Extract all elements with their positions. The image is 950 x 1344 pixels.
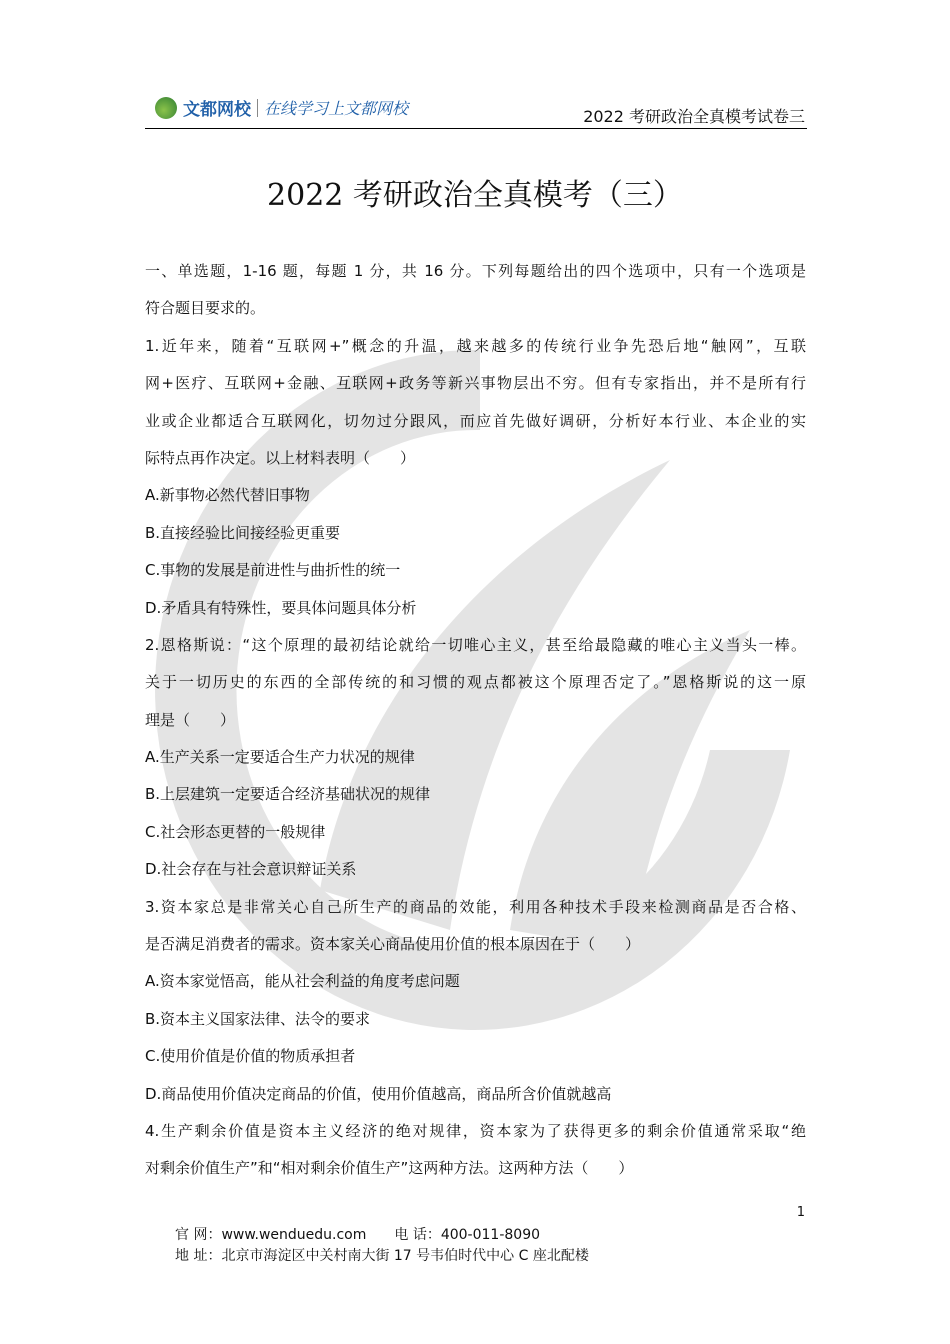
header-doc-title: 2022 考研政治全真模考试卷三: [583, 107, 805, 126]
page-title: 2022 考研政治全真模考（三）: [267, 178, 683, 213]
logo-leaf-icon: [155, 97, 177, 119]
brand-name: 文都网校: [183, 100, 251, 120]
option-line: C.使用价值是价值的物质承担者: [145, 1047, 356, 1066]
question-line: 理是（ ）: [145, 710, 236, 729]
page-number: 1: [796, 1205, 805, 1220]
question-line: 网+医疗、互联网+金融、互联网+政务等新兴事物层出不穷。但有专家指出，并不是所有行: [145, 374, 806, 393]
option-line: B.资本主义国家法律、法令的要求: [145, 1009, 371, 1028]
question-line: 4.生产剩余价值是资本主义经济的绝对规律，资本家为了获得更多的剩余价值通常采取“绝: [145, 1121, 806, 1140]
option-line: B.上层建筑一定要适合经济基础状况的规律: [145, 785, 431, 804]
document-body: [145, 259, 806, 1194]
option-line: A.新事物必然代替旧事物: [145, 486, 310, 505]
footer-website: 官 网：www.wenduedu.com: [175, 1227, 367, 1243]
question-line: 1.近年来，随着“互联网+”概念的升温，越来越多的传统行业争先恐后地“触网”，互联: [145, 336, 806, 355]
option-line: A.生产关系一定要适合生产力状况的规律: [145, 748, 415, 767]
option-line: C.社会形态更替的一般规律: [145, 822, 326, 841]
footer: [175, 1225, 589, 1267]
option-line: D.矛盾具有特殊性，要具体问题具体分析: [145, 598, 417, 617]
question-line: 关于一切历史的东西的全部传统的和习惯的观点都被这个原理否定了。”恩格斯说的这一原: [145, 673, 806, 692]
question-line: 业或企业都适合互联网化，切勿过分跟风，而应首先做好调研，分析好本行业、本企业的实: [145, 411, 806, 430]
header-rule: [145, 128, 807, 129]
text-line: 符合题目要求的。: [145, 299, 266, 318]
footer-address: 地 址：北京市海淀区中关村南大街 17 号韦伯时代中心 C 座北配楼: [175, 1248, 589, 1264]
option-line: D.商品使用价值决定商品的价值，使用价值越高，商品所含价值就越高: [145, 1084, 612, 1103]
brand-slogan: 在线学习上文都网校: [264, 99, 409, 118]
question-line: 对剩余价值生产”和“相对剩余价值生产”这两种方法。这两种方法（ ）: [145, 1159, 634, 1178]
text-line: 一、单选题，1-16 题，每题 1 分，共 16 分。下列每题给出的四个选项中，只有一个选项是: [145, 262, 806, 280]
logo-divider: [257, 99, 258, 117]
question-line: 是否满足消费者的需求。资本家关心商品使用价值的根本原因在于（ ）: [145, 935, 641, 954]
brand-logo: [155, 95, 408, 120]
option-line: B.直接经验比间接经验更重要: [145, 523, 341, 542]
question-line: 际特点再作决定。以上材料表明（ ）: [145, 448, 416, 467]
option-line: D.社会存在与社会意识辩证关系: [145, 860, 357, 879]
option-line: A.资本家觉悟高，能从社会利益的角度考虑问题: [145, 972, 460, 991]
option-line: C.事物的发展是前进性与曲折性的统一: [145, 561, 401, 580]
question-line: 2.恩格斯说：“这个原理的最初结论就给一切唯心主义，甚至给最隐藏的唯心主义当头一棒。: [145, 635, 806, 654]
question-line: 3.资本家总是非常关心自己所生产的商品的效能，利用各种技术手段来检测商品是否合格、: [145, 897, 806, 916]
footer-phone: 电 话：400-011-8090: [394, 1227, 541, 1243]
